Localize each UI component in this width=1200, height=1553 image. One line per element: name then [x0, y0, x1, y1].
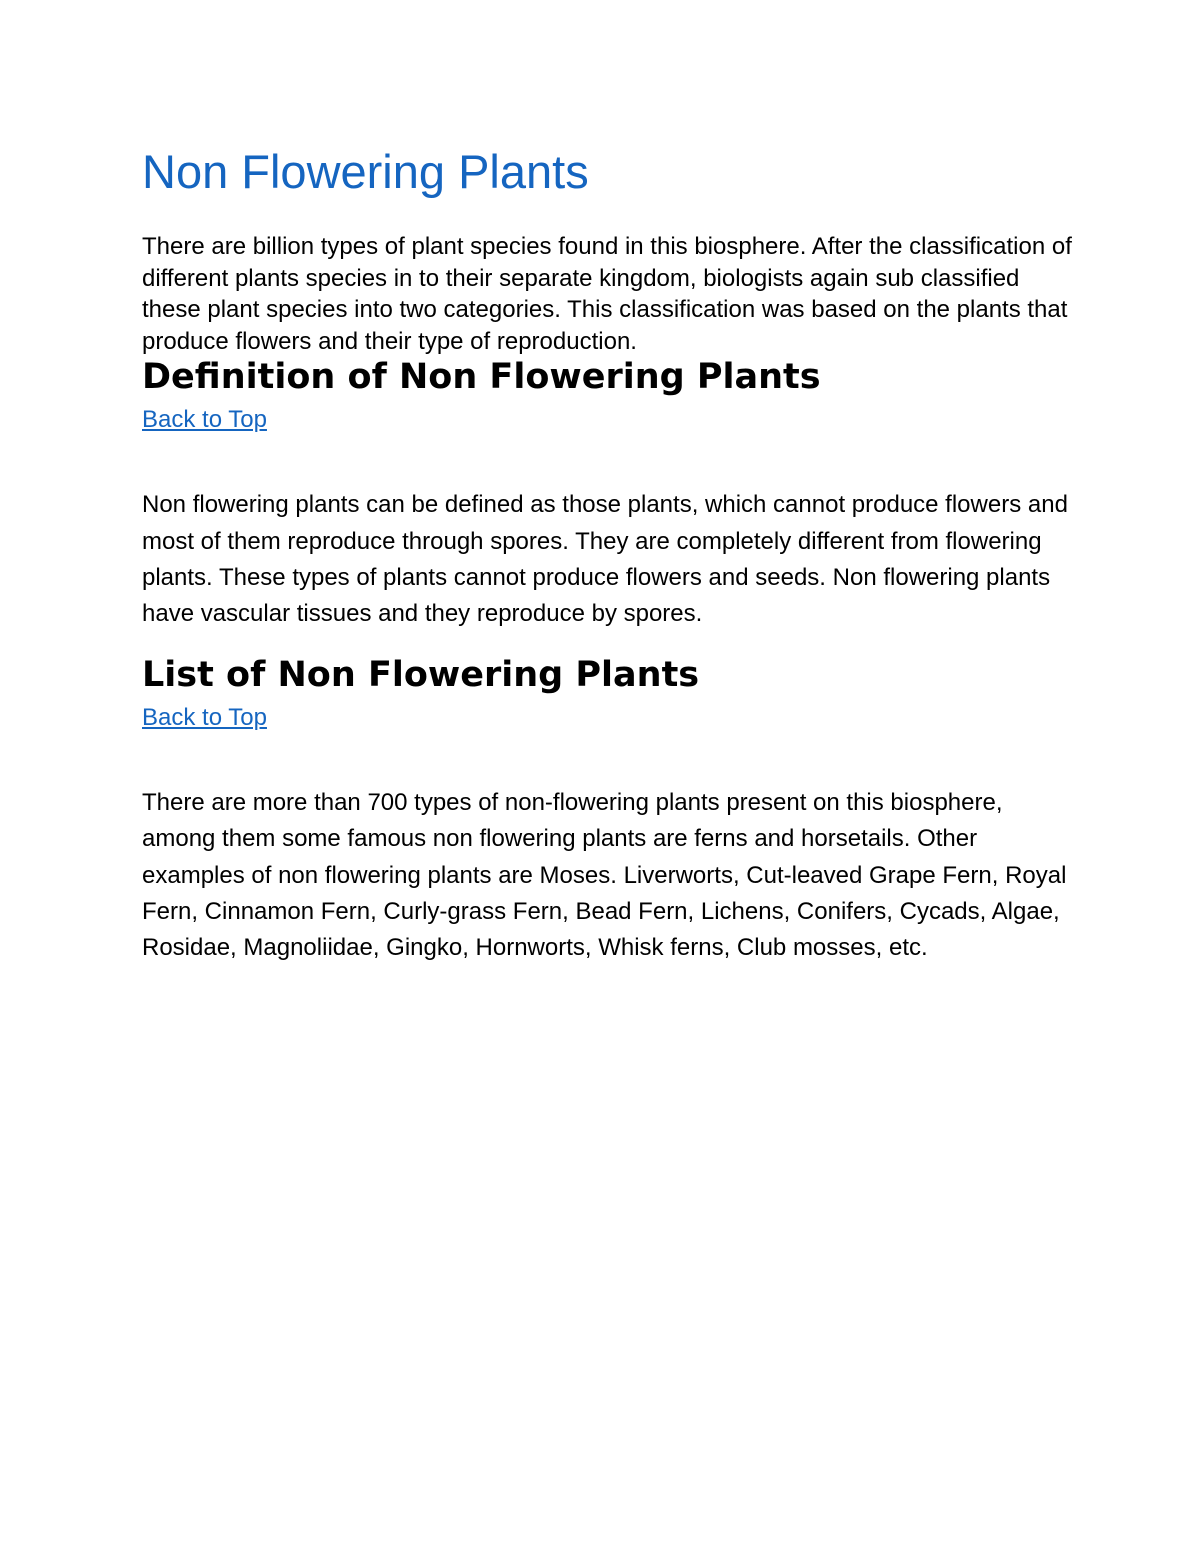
definition-back-to-top-link[interactable]: Back to Top [142, 406, 267, 434]
definition-paragraph: Non flowering plants can be defined as those plants, which cannot produce flowers and most of them reproduce through spores. They are completely different from flowering plants. These types of plants cannot produce flowers and seeds. Non flowering plants have vascular tissues and they reproduce by spores. [142, 491, 1068, 627]
list-back-to-top-link[interactable]: Back to Top [142, 704, 267, 732]
list-paragraph: There are more than 700 types of non-flowering plants present on this biosphere, among them some famous non flowering plants are ferns and horsetails. Other examples of non flowering plants are Moses. Liverworts, Cut-leaved Grape Fern, Royal Fern, Cinnamon Fern, Curly-grass Fern, Bead Fern, Lichens, Conifers, Cycads, Algae, Rosidae, Magnoliidae, Gingko, Hornworts, Whisk ferns, Club mosses, etc. [142, 789, 1067, 961]
page-title: Non Flowering Plants [142, 145, 589, 198]
intro-paragraph: There are billion types of plant species found in this biosphere. After the classification of different plants species in to their separate kingdom, biologists again sub classified these plant species into two categories. This classification was based on the plants that produce flowers and their type of reproduction. [142, 233, 1072, 355]
document-content [142, 140, 1072, 966]
list-back-link-row [142, 698, 1072, 733]
definition-heading: Definition of Non Flowering Plants [142, 357, 821, 398]
list-heading: List of Non Flowering Plants [142, 655, 700, 696]
definition-back-link-row [142, 400, 1072, 435]
